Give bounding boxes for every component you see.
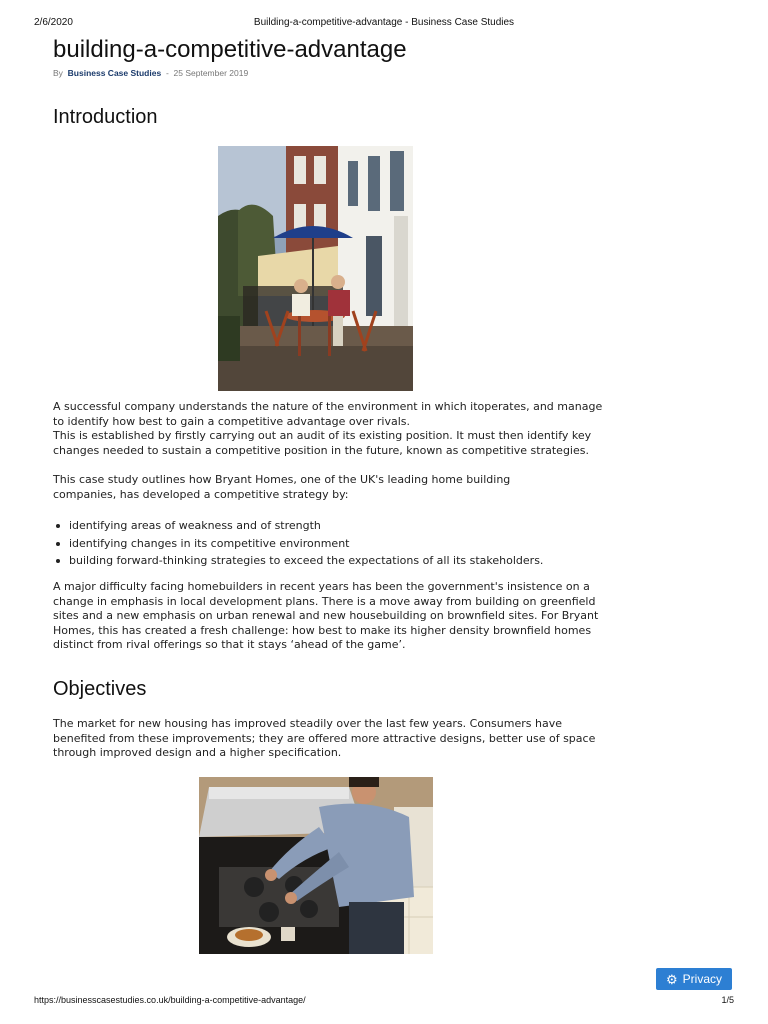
print-footer	[34, 995, 734, 1007]
introduction-heading: Introduction	[53, 106, 158, 128]
print-url: https://businesscasestudies.co.uk/building-a-competitive-advantage/	[34, 995, 306, 1005]
author-link[interactable]: Business Case Studies	[67, 68, 162, 78]
list-item: identifying changes in its competitive environment	[53, 535, 593, 553]
byline	[53, 68, 248, 78]
article-title: building-a-competitive-advantage	[53, 36, 407, 63]
print-date: 2/6/2020	[34, 17, 73, 28]
list-item: building forward-thinking strategies to exceed the expectations of all its stakeholders.	[53, 552, 593, 570]
kitchen-photo	[199, 777, 433, 954]
byline-prefix: By	[53, 68, 63, 78]
print-header	[34, 17, 734, 31]
intro-paragraph-2: This case study outlines how Bryant Homes, one of the UK's leading home building companies, has developed a competitive strategy by:	[53, 473, 511, 501]
page-number: 1/5	[721, 995, 734, 1005]
objectives-heading: Objectives	[53, 678, 147, 700]
objectives-paragraph-1: The market for new housing has improved steadily over the last few years. Consumers have benefited from these improvements; they are offered more attractive designs, better use of space through improved design and a higher specification.	[53, 717, 596, 759]
privacy-button-label: Privacy	[682, 972, 722, 986]
strategy-bullet-list	[53, 517, 593, 570]
byline-separator: -	[165, 68, 169, 78]
intro-paragraph-3: A major difficulty facing homebuilders in recent years has been the government's insistence on a change in emphasis in local development plans. There is a move away from building on greenfield sites and a new emphasis on urban renewal and new housebuilding on brownfield sites. For Bryant Homes, this has created a fresh challenge: how best to make its higher density brownfield homes distinct from rival offerings so that it stays ‘ahead of the game’.	[53, 580, 599, 651]
terrace-photo	[218, 146, 413, 391]
gear-icon: ⚙	[666, 971, 678, 987]
publish-date: 25 September 2019	[173, 68, 249, 78]
intro-paragraph-1: A successful company understands the nature of the environment in which itoperates, and manage to identify how best to gain a competitive advantage over rivals. This is established by firstly carrying out an audit of its existing position. It must then identify key changes needed to sustain a competitive position in the future, known as competitive strategies.	[53, 400, 603, 457]
privacy-button[interactable]	[656, 968, 732, 990]
list-item: identifying areas of weakness and of strength	[53, 517, 593, 535]
print-page-title: Building-a-competitive-advantage - Business Case Studies	[253, 17, 515, 28]
